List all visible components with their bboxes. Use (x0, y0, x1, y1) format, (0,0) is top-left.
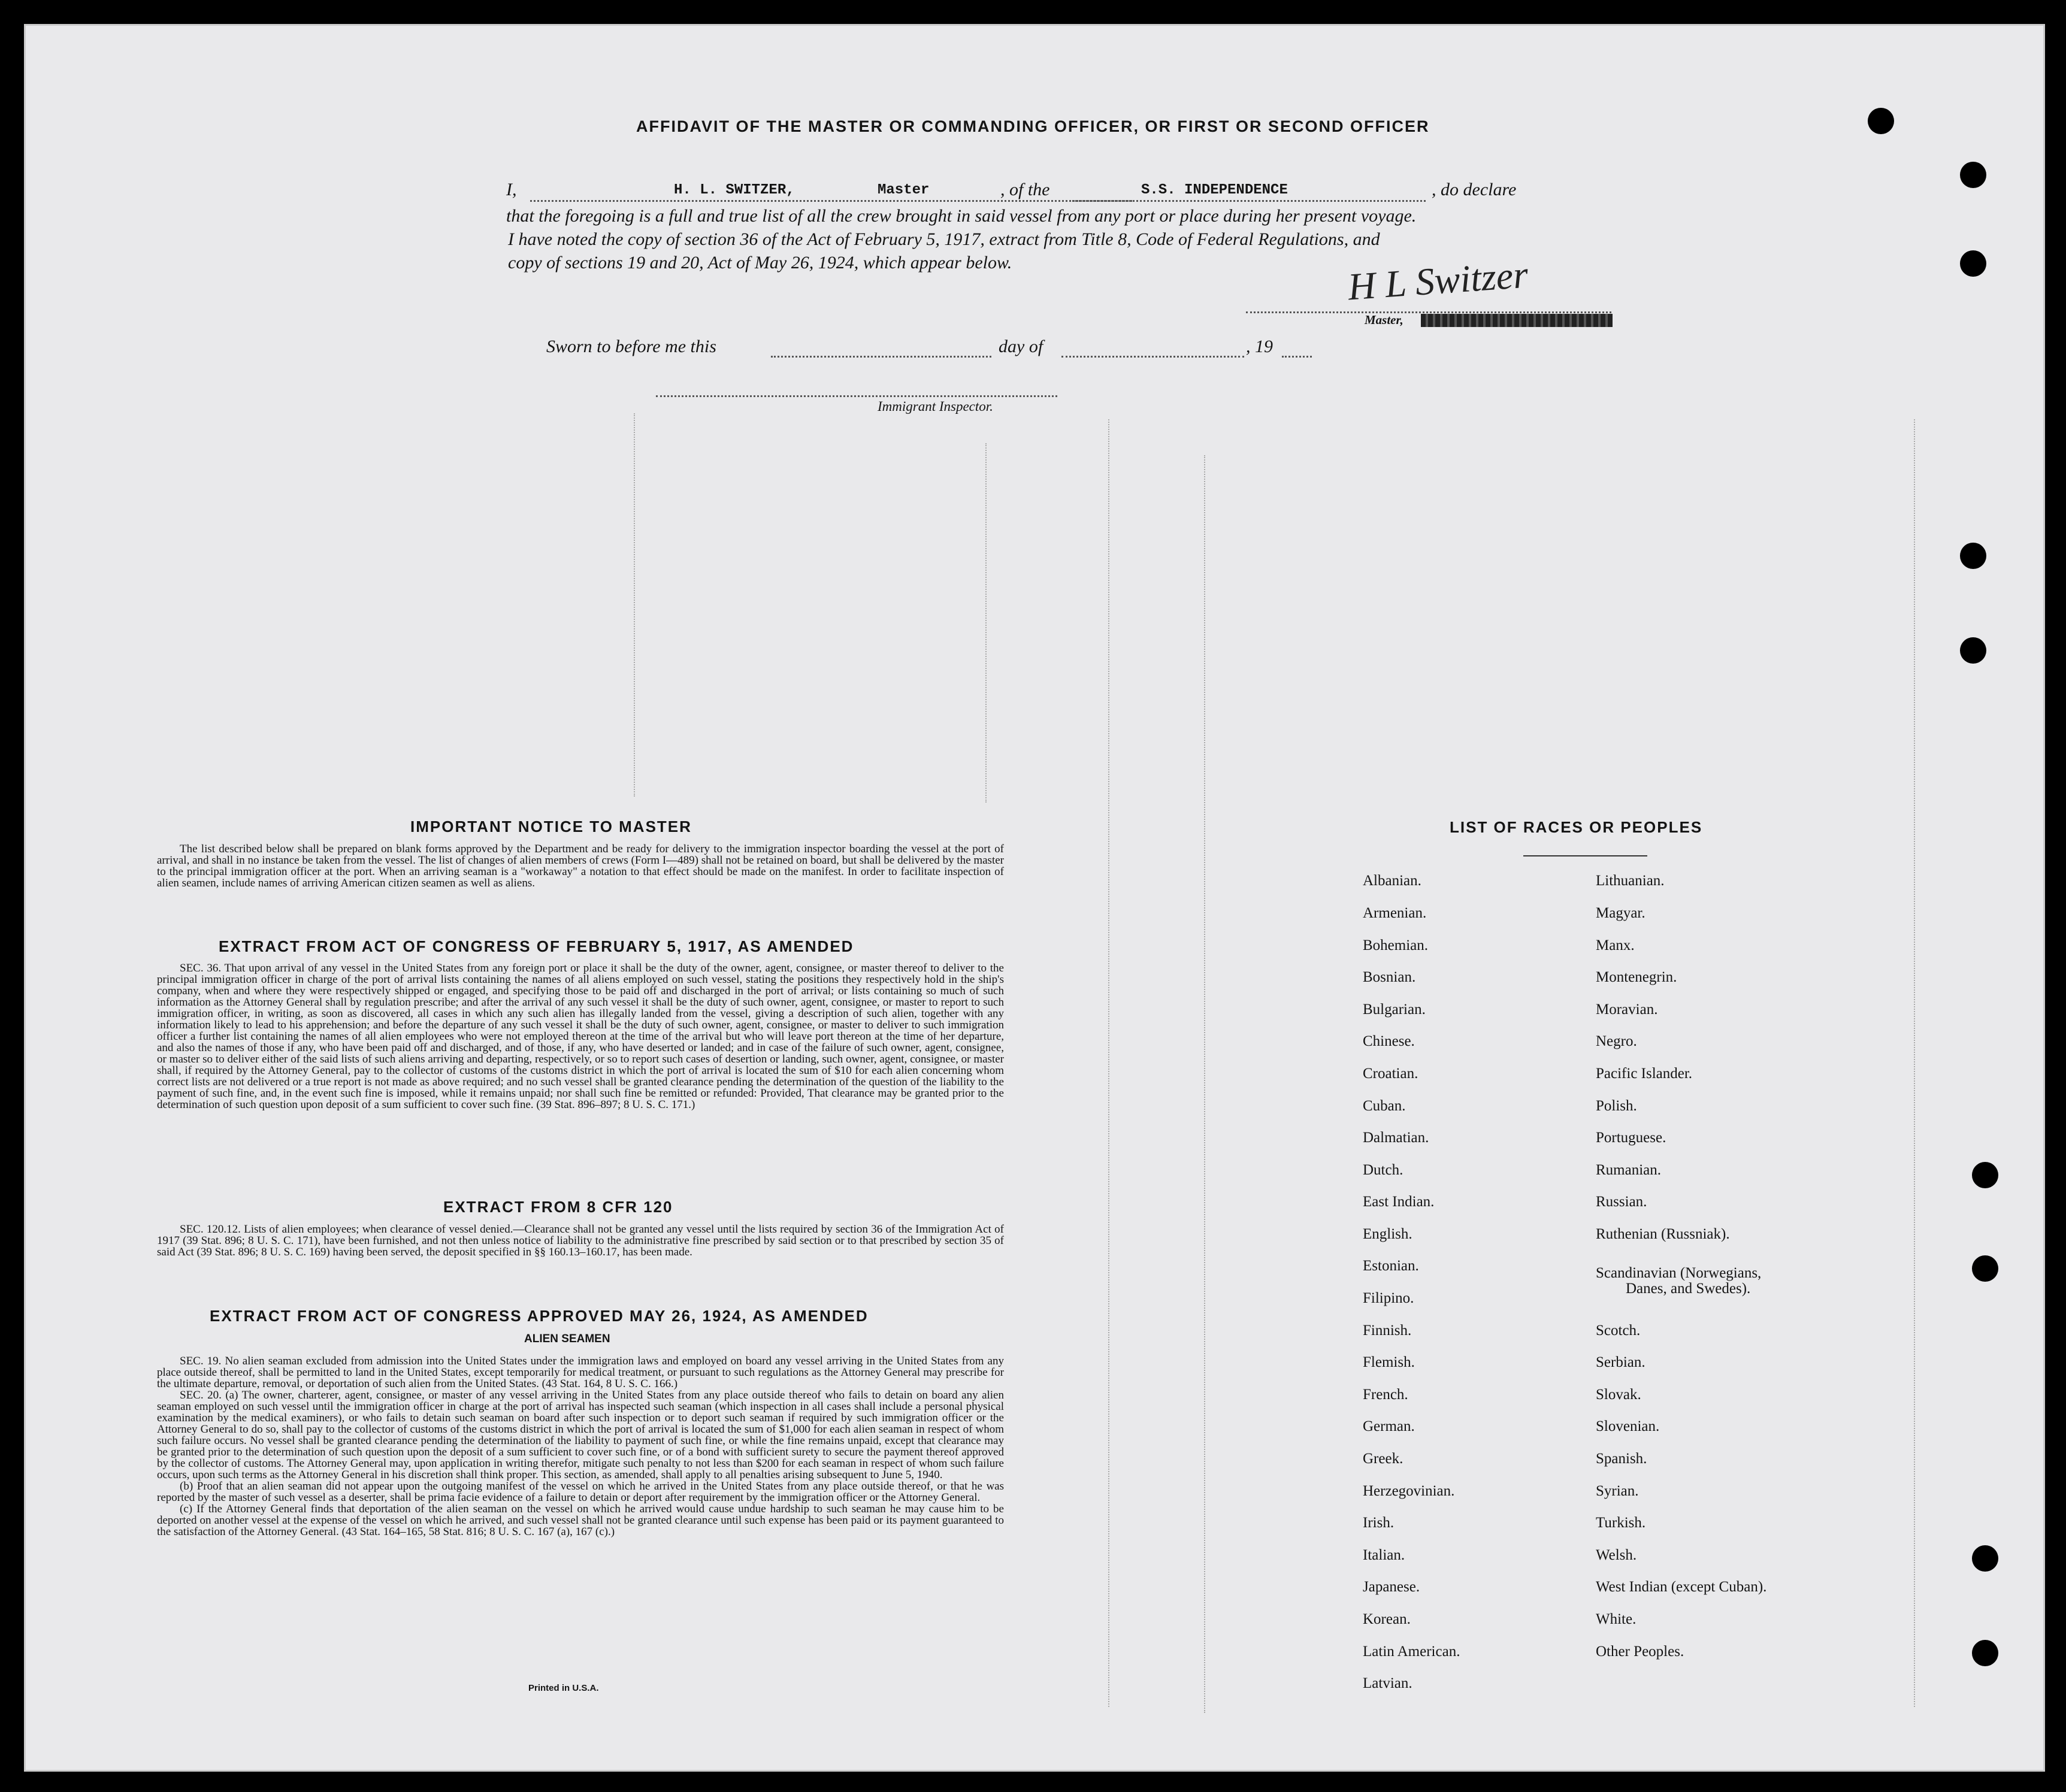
column-guide (985, 443, 987, 803)
declaration-text-1: that the foregoing is a full and true list of all the crew brought in said vessel from any port or place during her present voyage. (506, 206, 1417, 226)
day-of-label: day of (999, 337, 1043, 356)
race-item: Lithuanian. (1596, 873, 1665, 889)
sworn-month-field (1061, 337, 1244, 358)
column-guide (1914, 419, 1915, 1707)
punch-hole (1960, 543, 1986, 569)
race-item: Albanian. (1363, 873, 1421, 889)
race-item: Bohemian. (1363, 937, 1429, 953)
struck-out-text (1421, 314, 1613, 327)
race-item: Filipino. (1363, 1290, 1414, 1306)
year-label: , 19 (1246, 337, 1273, 356)
race-item: Estonian. (1363, 1258, 1419, 1274)
race-item: Negro. (1596, 1033, 1637, 1049)
column-guide (1108, 419, 1109, 1707)
notice-body: The list described below shall be prepared on blank forms approved by the Department and be ready for delivery to the immigration inspector boarding the vessel at the port of arrival, and shall in no instance be taken from the vessel. The list of changes of alien members of crews (Form I—489) shall not be retained on board, but shall be delivered by the master to the principal immigration officer at the port. When an arriving seaman is a "workaway" a notation to that effect should be made on the manifest. In order to facilitate inspection of alien seamen, include names of arriving American citizen seamen as well as aliens. (157, 843, 1004, 889)
extract-1917-body: SEC. 36. That upon arrival of any vessel in the United States from any foreign port or place it shall be the duty of the owner, agent, consignee, or master thereof to deliver to the principal immigration officer in charge of the port of arrival lists containing the names of all aliens employed on such vessel, stating the positions they respectively hold in the ship's company, when and where they were respectively shipped or engaged, and specifying those to be paid off and discharged in the port of arrival; or lists containing so much of such information as the Attorney General shall by regulation prescribe; and after the arrival of any such vessel it shall be the duty of such owner, agent, consignee, or master to report to such immigration officer, in writing, as soon as discovered, all cases in which any such alien has illegally landed from the vessel, giving a description of such alien, together with any information likely to lead to his apprehension; and before the departure of any such vessel it shall be the duty of such owner, agent, consignee, or master to deliver to such immigration officer a further list containing the names of all alien employees who were not employed thereon at the time of the arrival but who will leave port thereon at the time of her departure, and also the names of those if any, who have been paid off and discharged, and of those, if any, who have deserted or landed; and in case of the failure of such owner, agent, consignee, or master so to deliver either of the said lists of such aliens arriving and departing, respectively, or so to report such cases of desertion or landing, such owner, agent, consignee, or master shall, if required by the Attorney General, pay to the collector of customs of the customs district in which the port of arrival is located the sum of $10 for each alien concerning whom correct lists are not delivered or a true report is not made as above required; and no such vessel shall be granted clearance pending the determination of the question of the liability to the payment of such fine, and, in the event such fine is imposed, while it remains unpaid; nor shall such fine be remitted or refunded: Provided, That clearance may be granted prior to the determination of such question upon deposit of a sum sufficient to cover such fine. (39 Stat. 896–897; 8 U. S. C. 171.) (157, 962, 1004, 1111)
extract-cfr-body: SEC. 120.12. Lists of alien employees; when clearance of vessel denied.—Clearance shall not be granted any vessel until the lists required by section 36 of the Immigration Act of 1917 (39 Stat. 896; 8 U. S. C. 171), have been furnished, and not then unless notice of liability to the administrative fine prescribed by said section or to that prescribed by section 35 of said Act (39 Stat. 896; 8 U. S. C. 169) having been served, the deposit specified in §§ 160.13–160.17, has been made. (157, 1223, 1004, 1258)
race-item: English. (1363, 1226, 1412, 1242)
race-item: Dutch. (1363, 1162, 1403, 1178)
of-the-label: , of the (1000, 180, 1050, 199)
race-item: Rumanian. (1596, 1162, 1662, 1178)
punch-hole (1960, 162, 1986, 188)
punch-hole (1960, 250, 1986, 277)
race-item: Dalmatian. (1363, 1130, 1429, 1146)
race-item: White. (1596, 1611, 1637, 1627)
punch-hole (1972, 1255, 1998, 1282)
sworn-line (546, 337, 1367, 361)
declaration-text-2: I have noted the copy of section 36 of the Act of February 5, 1917, extract from Title 8, Code of Federal Regulations, and (508, 229, 1380, 249)
race-item: Portuguese. (1596, 1130, 1666, 1146)
extract-1924-body (157, 1355, 1004, 1537)
race-item: Slovenian. (1596, 1418, 1660, 1434)
race-item: Welsh. (1596, 1547, 1637, 1563)
inspector-label: Immigrant Inspector. (878, 399, 993, 414)
race-item: Latvian. (1363, 1675, 1412, 1691)
extract-1917-heading: EXTRACT FROM ACT OF CONGRESS OF FEBRUARY 5, 1917, AS AMENDED (219, 937, 854, 955)
race-item: Irish. (1363, 1515, 1395, 1531)
race-item: Serbian. (1596, 1354, 1645, 1370)
master-signature: H L Switzer (1346, 253, 1530, 308)
sworn-day-field (771, 337, 991, 358)
race-item: Moravian. (1596, 1001, 1658, 1018)
section-19: SEC. 19. No alien seaman excluded from admission into the United States under the immigration laws and employed on board any vessel arriving in the United States from any place outside thereof, shall be permitted to land in the United States, except temporarily for medical treatment, or pursuant to such regulations as the Attorney General may prescribe for the ultimate departure, removal, or deportation of such alien from the United States. (43 Stat. 164, 8 U. S. C. 166.) (157, 1355, 1004, 1390)
race-item: Spanish. (1596, 1451, 1647, 1467)
race-item: Syrian. (1596, 1483, 1639, 1499)
inspector-line (656, 377, 1057, 397)
race-item: Cuban. (1363, 1098, 1406, 1114)
punch-hole (1972, 1545, 1998, 1572)
race-item: Manx. (1596, 937, 1635, 953)
punch-hole (1972, 1640, 1998, 1666)
sworn-year-field (1282, 337, 1312, 358)
race-item: French. (1363, 1387, 1408, 1403)
race-item: Bosnian. (1363, 969, 1416, 985)
section-20c: (c) If the Attorney General finds that deportation of the alien seaman on the vessel on which he arrived would cause undue hardship to such seaman he may cause him to be deported on another vessel at the expense of the vessel on which he arrived, and such vessel shall not be granted clearance until such expense has been paid or its payment guaranteed to the satisfaction of the Attorney General. (43 Stat. 164–165, 58 Stat. 816; 8 U. S. C. 167 (a), 167 (c).) (157, 1503, 1004, 1538)
punch-hole (1868, 108, 1894, 134)
master-name: H. L. SWITZER, (674, 182, 795, 198)
i-label: I, (506, 180, 517, 199)
section-20a: SEC. 20. (a) The owner, charterer, agent, consignee, or master of any vessel arriving in the United States from any place outside thereof who fails to detain on board any alien seaman employed on such vessel until the immigration officer in charge at the port of arrival has inspected such seaman (which inspection in all cases shall include a personal physical examination by the medical examiners), or who fails to detain such seaman on board after such inspection or to deport such seaman if required by such immigration officer or the Attorney General to do so, shall pay to the collector of customs of the customs district in which the port of arrival is located the sum of $1,000 for each alien seaman in respect of whom such failure occurs. No vessel shall be granted clearance pending the determination of the liability to payment of such fine, or while the fine remains unpaid, except that clearance may be granted prior to the determination of such question upon the deposit of a sum sufficient to cover such fine, or of a bond with sufficient surety to secure the payment thereof approved by the collector of customs. The Attorney General may, upon application in writing therefor, mitigate such penalty to not less than $200 for each seaman in respect of whom such failure occurs, upon such terms as the Attorney General in his discretion shall think proper. This section, as amended, shall apply to all penalties arising subsequent to June 5, 1940. (157, 1389, 1004, 1481)
race-item: Scandinavian (Norwegians, (1596, 1265, 1762, 1281)
race-item: West Indian (except Cuban). (1596, 1579, 1767, 1595)
races-heading: LIST OF RACES OR PEOPLES (1450, 818, 1703, 836)
notice-heading: IMPORTANT NOTICE TO MASTER (410, 818, 692, 836)
race-item: Slovak. (1596, 1387, 1641, 1403)
signature-caption: Master, (1365, 313, 1403, 327)
section-20b: (b) Proof that an alien seaman did not appear upon the outgoing manifest of the vessel on which he arrived in the United States from any place outside thereof, or that he was reported by the master of such vessel as a deserter, shall be prima facie evidence of a failure to detain or deport after requirement by the immigration officer or the Attorney General. (157, 1480, 1004, 1504)
race-item: Armenian. (1363, 905, 1427, 921)
affidavit-heading: AFFIDAVIT OF THE MASTER OR COMMANDING OFFICER, OR FIRST OR SECOND OFFICER (636, 117, 1430, 135)
race-item: Chinese. (1363, 1033, 1415, 1049)
alien-seamen-subheading: ALIEN SEAMEN (524, 1333, 610, 1345)
race-item: Bulgarian. (1363, 1001, 1426, 1018)
sworn-label: Sworn to before me this (546, 337, 716, 356)
extract-1924-heading: EXTRACT FROM ACT OF CONGRESS APPROVED MAY 26, 1924, AS AMENDED (210, 1307, 869, 1325)
race-item: East Indian. (1363, 1194, 1435, 1210)
race-item: Scotch. (1596, 1322, 1641, 1339)
race-item: Herzegovinian. (1363, 1483, 1455, 1499)
races-heading-rule (1523, 855, 1647, 856)
race-item: Polish. (1596, 1098, 1637, 1114)
race-item: Latin American. (1363, 1643, 1460, 1660)
race-item: Finnish. (1363, 1322, 1412, 1339)
race-item: Flemish. (1363, 1354, 1415, 1370)
race-item: Montenegrin. (1596, 969, 1677, 985)
race-item: Greek. (1363, 1451, 1403, 1467)
punch-hole (1972, 1162, 1998, 1188)
vessel-name: S.S. INDEPENDENCE (1141, 182, 1288, 198)
column-guide (634, 413, 635, 797)
extract-cfr-heading: EXTRACT FROM 8 CFR 120 (443, 1198, 673, 1216)
race-item: Croatian. (1363, 1065, 1418, 1082)
do-declare-label: , do declare (1432, 180, 1517, 199)
race-item: German. (1363, 1418, 1415, 1434)
master-rank: Master (878, 182, 930, 198)
declaration-line (506, 180, 1617, 204)
race-item: Russian. (1596, 1194, 1647, 1210)
race-item: Pacific Islander. (1596, 1065, 1693, 1082)
column-guide (1204, 455, 1205, 1713)
race-item: Other Peoples. (1596, 1643, 1684, 1660)
race-item: Magyar. (1596, 905, 1645, 921)
declaration-text-3: copy of sections 19 and 20, Act of May 26, 1924, which appear below. (508, 253, 1012, 273)
race-item: Korean. (1363, 1611, 1411, 1627)
printed-in-usa: Printed in U.S.A. (528, 1683, 599, 1693)
race-item: Ruthenian (Russniak). (1596, 1226, 1730, 1242)
race-item: Danes, and Swedes). (1626, 1281, 1751, 1297)
race-item: Japanese. (1363, 1579, 1420, 1595)
race-item: Turkish. (1596, 1515, 1646, 1531)
race-item: Italian. (1363, 1547, 1405, 1563)
punch-hole (1960, 637, 1986, 664)
